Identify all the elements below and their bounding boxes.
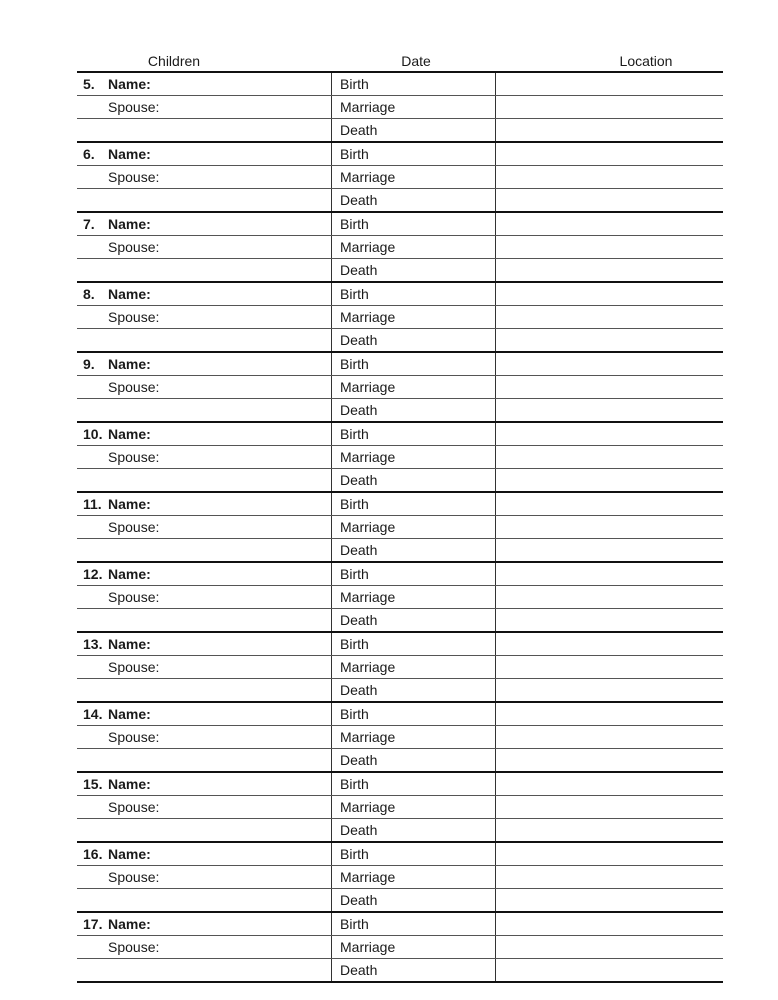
child-entry bbox=[77, 143, 723, 213]
name-label: Name: bbox=[108, 706, 151, 722]
marriage-row bbox=[77, 305, 723, 328]
birth-date-cell[interactable]: Birth bbox=[332, 633, 496, 655]
birth-row bbox=[77, 213, 723, 235]
child-number: 10. bbox=[83, 426, 103, 442]
marriage-row bbox=[77, 95, 723, 118]
location-column-header: Location bbox=[619, 53, 673, 69]
birth-row bbox=[77, 633, 723, 655]
marriage-location-cell[interactable] bbox=[496, 656, 723, 678]
child-entry bbox=[77, 563, 723, 633]
spouse-label: Spouse: bbox=[108, 239, 160, 255]
birth-location-cell[interactable] bbox=[496, 913, 723, 935]
date-column-header: Date bbox=[401, 53, 431, 69]
death-row bbox=[77, 538, 723, 561]
marriage-location-cell[interactable] bbox=[496, 586, 723, 608]
child-entry bbox=[77, 493, 723, 563]
name-cell[interactable] bbox=[77, 213, 332, 235]
spouse-cell[interactable] bbox=[77, 376, 332, 398]
child-entry bbox=[77, 213, 723, 283]
marriage-location-cell[interactable] bbox=[496, 376, 723, 398]
spouse-label: Spouse: bbox=[108, 519, 160, 535]
spouse-label: Spouse: bbox=[108, 169, 160, 185]
spouse-cell[interactable] bbox=[77, 306, 332, 328]
birth-location-cell[interactable] bbox=[496, 843, 723, 865]
name-label: Name: bbox=[108, 846, 151, 862]
marriage-location-cell[interactable] bbox=[496, 936, 723, 958]
spouse-cell[interactable] bbox=[77, 446, 332, 468]
birth-row bbox=[77, 773, 723, 795]
child-entry bbox=[77, 73, 723, 143]
birth-location-cell[interactable] bbox=[496, 423, 723, 445]
birth-location-cell[interactable] bbox=[496, 353, 723, 375]
birth-row bbox=[77, 73, 723, 95]
death-row bbox=[77, 888, 723, 911]
death-location-cell[interactable] bbox=[496, 399, 723, 421]
death-date-cell[interactable]: Death bbox=[332, 119, 496, 141]
marriage-date-cell[interactable]: Marriage bbox=[332, 376, 496, 398]
spouse-cell[interactable] bbox=[77, 516, 332, 538]
spouse-cell[interactable] bbox=[77, 726, 332, 748]
spouse-cell[interactable] bbox=[77, 936, 332, 958]
spouse-label: Spouse: bbox=[108, 309, 160, 325]
child-number: 5. bbox=[83, 76, 95, 92]
child-number: 6. bbox=[83, 146, 95, 162]
birth-row bbox=[77, 143, 723, 165]
marriage-row bbox=[77, 585, 723, 608]
birth-date-cell[interactable]: Birth bbox=[332, 213, 496, 235]
marriage-location-cell[interactable] bbox=[496, 866, 723, 888]
death-row bbox=[77, 398, 723, 421]
spouse-label: Spouse: bbox=[108, 379, 160, 395]
death-date-cell[interactable]: Death bbox=[332, 679, 496, 701]
marriage-row bbox=[77, 165, 723, 188]
spouse-cell[interactable] bbox=[77, 866, 332, 888]
child-number: 13. bbox=[83, 636, 103, 652]
child-entry bbox=[77, 913, 723, 983]
name-label: Name: bbox=[108, 496, 151, 512]
birth-location-cell[interactable] bbox=[496, 73, 723, 95]
child-entry bbox=[77, 423, 723, 493]
death-location-cell[interactable] bbox=[496, 189, 723, 211]
birth-date-cell[interactable]: Birth bbox=[332, 843, 496, 865]
birth-date-cell[interactable]: Birth bbox=[332, 773, 496, 795]
death-date-cell[interactable]: Death bbox=[332, 959, 496, 981]
column-headers bbox=[77, 52, 723, 73]
death-row bbox=[77, 258, 723, 281]
death-date-cell[interactable]: Death bbox=[332, 469, 496, 491]
child-number: 14. bbox=[83, 706, 103, 722]
marriage-row bbox=[77, 515, 723, 538]
birth-row bbox=[77, 423, 723, 445]
marriage-row bbox=[77, 865, 723, 888]
name-cell[interactable] bbox=[77, 423, 332, 445]
birth-row bbox=[77, 493, 723, 515]
marriage-row bbox=[77, 725, 723, 748]
name-label: Name: bbox=[108, 636, 151, 652]
death-row bbox=[77, 188, 723, 211]
name-cell[interactable] bbox=[77, 913, 332, 935]
marriage-date-cell[interactable]: Marriage bbox=[332, 236, 496, 258]
birth-location-cell[interactable] bbox=[496, 213, 723, 235]
death-date-cell[interactable]: Death bbox=[332, 819, 496, 841]
children-entries bbox=[77, 73, 723, 983]
spouse-cell[interactable] bbox=[77, 236, 332, 258]
marriage-location-cell[interactable] bbox=[496, 726, 723, 748]
child-number: 12. bbox=[83, 566, 103, 582]
marriage-date-cell[interactable]: Marriage bbox=[332, 586, 496, 608]
death-row bbox=[77, 468, 723, 491]
birth-date-cell[interactable]: Birth bbox=[332, 493, 496, 515]
birth-row bbox=[77, 703, 723, 725]
spouse-label: Spouse: bbox=[108, 659, 160, 675]
death-date-cell[interactable]: Death bbox=[332, 749, 496, 771]
blank-cell[interactable] bbox=[77, 609, 332, 631]
name-cell[interactable] bbox=[77, 283, 332, 305]
marriage-row bbox=[77, 445, 723, 468]
spouse-cell[interactable] bbox=[77, 796, 332, 818]
child-entry bbox=[77, 283, 723, 353]
blank-cell[interactable] bbox=[77, 679, 332, 701]
birth-location-cell[interactable] bbox=[496, 633, 723, 655]
death-location-cell[interactable] bbox=[496, 679, 723, 701]
name-cell[interactable] bbox=[77, 703, 332, 725]
name-cell[interactable] bbox=[77, 73, 332, 95]
death-row bbox=[77, 748, 723, 771]
death-date-cell[interactable]: Death bbox=[332, 609, 496, 631]
blank-cell[interactable] bbox=[77, 889, 332, 911]
birth-row bbox=[77, 913, 723, 935]
marriage-row bbox=[77, 655, 723, 678]
birth-date-cell[interactable]: Birth bbox=[332, 143, 496, 165]
spouse-cell[interactable] bbox=[77, 96, 332, 118]
spouse-label: Spouse: bbox=[108, 449, 160, 465]
death-location-cell[interactable] bbox=[496, 749, 723, 771]
name-label: Name: bbox=[108, 356, 151, 372]
marriage-location-cell[interactable] bbox=[496, 236, 723, 258]
death-location-cell[interactable] bbox=[496, 819, 723, 841]
spouse-cell[interactable] bbox=[77, 656, 332, 678]
blank-cell[interactable] bbox=[77, 819, 332, 841]
name-cell[interactable] bbox=[77, 773, 332, 795]
child-entry bbox=[77, 353, 723, 423]
death-date-cell[interactable]: Death bbox=[332, 329, 496, 351]
spouse-label: Spouse: bbox=[108, 589, 160, 605]
name-label: Name: bbox=[108, 76, 151, 92]
birth-location-cell[interactable] bbox=[496, 283, 723, 305]
child-entry bbox=[77, 633, 723, 703]
child-entry bbox=[77, 703, 723, 773]
blank-cell[interactable] bbox=[77, 399, 332, 421]
birth-date-cell[interactable]: Birth bbox=[332, 283, 496, 305]
child-number: 7. bbox=[83, 216, 95, 232]
death-location-cell[interactable] bbox=[496, 119, 723, 141]
marriage-date-cell[interactable]: Marriage bbox=[332, 96, 496, 118]
name-cell[interactable] bbox=[77, 633, 332, 655]
birth-row bbox=[77, 353, 723, 375]
death-location-cell[interactable] bbox=[496, 539, 723, 561]
marriage-location-cell[interactable] bbox=[496, 96, 723, 118]
marriage-location-cell[interactable] bbox=[496, 796, 723, 818]
marriage-date-cell[interactable]: Marriage bbox=[332, 796, 496, 818]
birth-date-cell[interactable]: Birth bbox=[332, 423, 496, 445]
birth-date-cell[interactable]: Birth bbox=[332, 563, 496, 585]
blank-cell[interactable] bbox=[77, 329, 332, 351]
name-cell[interactable] bbox=[77, 353, 332, 375]
marriage-row bbox=[77, 935, 723, 958]
marriage-date-cell[interactable]: Marriage bbox=[332, 866, 496, 888]
marriage-location-cell[interactable] bbox=[496, 446, 723, 468]
marriage-date-cell[interactable]: Marriage bbox=[332, 166, 496, 188]
death-row bbox=[77, 608, 723, 631]
spouse-label: Spouse: bbox=[108, 939, 160, 955]
child-number: 9. bbox=[83, 356, 95, 372]
marriage-date-cell[interactable]: Marriage bbox=[332, 446, 496, 468]
children-column-header: Children bbox=[147, 53, 201, 69]
blank-cell[interactable] bbox=[77, 959, 332, 981]
blank-cell[interactable] bbox=[77, 749, 332, 771]
marriage-row bbox=[77, 375, 723, 398]
spouse-label: Spouse: bbox=[108, 729, 160, 745]
blank-cell[interactable] bbox=[77, 119, 332, 141]
death-location-cell[interactable] bbox=[496, 259, 723, 281]
birth-date-cell[interactable]: Birth bbox=[332, 913, 496, 935]
death-location-cell[interactable] bbox=[496, 329, 723, 351]
death-date-cell[interactable]: Death bbox=[332, 189, 496, 211]
name-label: Name: bbox=[108, 146, 151, 162]
birth-location-cell[interactable] bbox=[496, 773, 723, 795]
marriage-location-cell[interactable] bbox=[496, 306, 723, 328]
death-location-cell[interactable] bbox=[496, 959, 723, 981]
marriage-row bbox=[77, 235, 723, 258]
child-number: 17. bbox=[83, 916, 103, 932]
death-row bbox=[77, 678, 723, 701]
death-location-cell[interactable] bbox=[496, 469, 723, 491]
spouse-cell[interactable] bbox=[77, 586, 332, 608]
birth-location-cell[interactable] bbox=[496, 143, 723, 165]
name-cell[interactable] bbox=[77, 843, 332, 865]
birth-row bbox=[77, 563, 723, 585]
spouse-cell[interactable] bbox=[77, 166, 332, 188]
marriage-date-cell[interactable]: Marriage bbox=[332, 306, 496, 328]
death-date-cell[interactable]: Death bbox=[332, 889, 496, 911]
name-label: Name: bbox=[108, 286, 151, 302]
child-number: 8. bbox=[83, 286, 95, 302]
name-label: Name: bbox=[108, 566, 151, 582]
marriage-row bbox=[77, 795, 723, 818]
name-cell[interactable] bbox=[77, 143, 332, 165]
birth-date-cell[interactable]: Birth bbox=[332, 73, 496, 95]
marriage-date-cell[interactable]: Marriage bbox=[332, 656, 496, 678]
child-number: 15. bbox=[83, 776, 103, 792]
birth-location-cell[interactable] bbox=[496, 703, 723, 725]
spouse-label: Spouse: bbox=[108, 99, 160, 115]
death-location-cell[interactable] bbox=[496, 609, 723, 631]
death-date-cell[interactable]: Death bbox=[332, 399, 496, 421]
birth-location-cell[interactable] bbox=[496, 563, 723, 585]
marriage-date-cell[interactable]: Marriage bbox=[332, 516, 496, 538]
death-date-cell[interactable]: Death bbox=[332, 539, 496, 561]
birth-location-cell[interactable] bbox=[496, 493, 723, 515]
spouse-label: Spouse: bbox=[108, 799, 160, 815]
name-label: Name: bbox=[108, 916, 151, 932]
birth-row bbox=[77, 843, 723, 865]
blank-cell[interactable] bbox=[77, 259, 332, 281]
birth-date-cell[interactable]: Birth bbox=[332, 353, 496, 375]
child-entry bbox=[77, 843, 723, 913]
family-record-sheet bbox=[77, 52, 723, 983]
birth-row bbox=[77, 283, 723, 305]
death-row bbox=[77, 818, 723, 841]
marriage-location-cell[interactable] bbox=[496, 516, 723, 538]
spouse-label: Spouse: bbox=[108, 869, 160, 885]
marriage-date-cell[interactable]: Marriage bbox=[332, 726, 496, 748]
death-date-cell[interactable]: Death bbox=[332, 259, 496, 281]
child-number: 11. bbox=[83, 496, 102, 512]
marriage-date-cell[interactable]: Marriage bbox=[332, 936, 496, 958]
death-row bbox=[77, 958, 723, 981]
marriage-location-cell[interactable] bbox=[496, 166, 723, 188]
child-entry bbox=[77, 773, 723, 843]
death-row bbox=[77, 118, 723, 141]
blank-cell[interactable] bbox=[77, 189, 332, 211]
name-cell[interactable] bbox=[77, 493, 332, 515]
blank-cell[interactable] bbox=[77, 469, 332, 491]
death-location-cell[interactable] bbox=[496, 889, 723, 911]
name-cell[interactable] bbox=[77, 563, 332, 585]
blank-cell[interactable] bbox=[77, 539, 332, 561]
birth-date-cell[interactable]: Birth bbox=[332, 703, 496, 725]
name-label: Name: bbox=[108, 426, 151, 442]
death-row bbox=[77, 328, 723, 351]
name-label: Name: bbox=[108, 216, 151, 232]
name-label: Name: bbox=[108, 776, 151, 792]
child-number: 16. bbox=[83, 846, 103, 862]
